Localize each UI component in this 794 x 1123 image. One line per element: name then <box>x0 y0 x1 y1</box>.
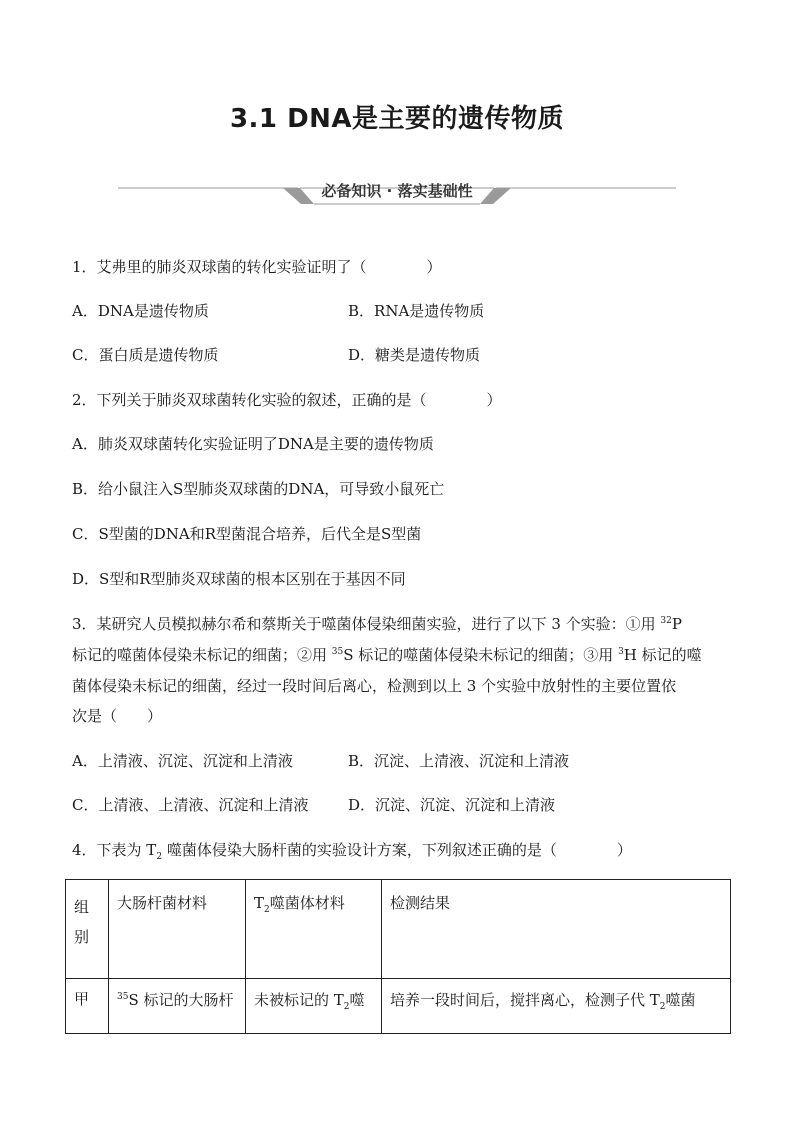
cell-text: S 标记的大肠杆 <box>128 991 234 1009</box>
q3-stem-line2 <box>72 645 702 668</box>
q3-option-b: B．沉淀、上清液、沉淀和上清液 <box>348 752 570 770</box>
page-title: 3.1 DNA是主要的遗传物质 <box>229 104 565 134</box>
q2-stem: 2．下列关于肺炎双球菌转化实验的叙述，正确的是（ ） <box>72 391 502 409</box>
cell-text: 培养一段时间后，搅拌离心，检测子代 T <box>390 991 660 1009</box>
cell-ecoli <box>109 979 246 1034</box>
experiment-table <box>65 879 731 1034</box>
banner-text: 必备知识 · 落实基础性 <box>321 182 473 200</box>
q1-option-c: C．蛋白质是遗传物质 <box>72 346 219 364</box>
header-result: 检测结果 <box>382 880 731 979</box>
section-banner <box>118 176 676 206</box>
cell-sub: 2 <box>264 905 270 915</box>
q2-option-a: A．肺炎双球菌转化实验证明了DNA是主要的遗传物质 <box>72 435 434 453</box>
q4-sub: 2 <box>156 852 163 862</box>
q3-text: P <box>671 615 682 633</box>
q3-text: 标记的噬菌体侵染未标记的细菌；②用 <box>72 646 332 664</box>
q3-text: S 标记的噬菌体侵染未标记的细菌；③用 <box>343 646 619 664</box>
q1-option-b: B．RNA是遗传物质 <box>348 302 485 320</box>
table-row <box>66 979 731 1034</box>
cell-text: 未被标记的 T <box>254 991 344 1009</box>
cell-text: 噬菌 <box>665 991 696 1009</box>
q4-stem <box>72 840 632 863</box>
q2-option-c: C．S型菌的DNA和R型菌混合培养，后代全是S型菌 <box>72 525 422 543</box>
q3-option-d: D．沉淀、沉淀、沉淀和上清液 <box>348 796 556 814</box>
q3-text: 3．某研究人员模拟赫尔希和蔡斯关于噬菌体侵染细菌实验，进行了以下 3 个实验：①用 <box>72 615 661 633</box>
header-phage <box>246 880 382 979</box>
cell-sub: 2 <box>659 1002 666 1012</box>
q4-text: 4．下表为 T <box>72 841 157 859</box>
q2-option-b: B．给小鼠注入S型肺炎双球菌的DNA，可导致小鼠死亡 <box>72 480 445 498</box>
q3-text: H 标记的噬 <box>623 646 702 664</box>
cell-result <box>382 979 731 1034</box>
q3-stem-line4: 次是（ ） <box>72 707 163 725</box>
q4-text: 噬菌体侵染大肠杆菌的实验设计方案，下列叙述正确的是（ ） <box>162 841 632 859</box>
cell-group: 甲 <box>66 979 109 1034</box>
q1-option-a: A．DNA是遗传物质 <box>72 302 209 320</box>
q3-sup: 32 <box>660 616 672 626</box>
q3-sup: 35 <box>331 647 344 657</box>
q2-option-d: D．S型和R型肺炎双球菌的根本区别在于基因不同 <box>72 570 406 588</box>
cell-text: 噬菌体材料 <box>269 894 345 912</box>
cell-phage <box>246 979 382 1034</box>
q1-option-d: D．糖类是遗传物质 <box>348 346 481 364</box>
q3-stem-line1 <box>72 614 682 637</box>
q3-option-a: A．上清液、沉淀、沉淀和上清液 <box>72 752 293 770</box>
header-group: 组别 <box>66 880 109 979</box>
table-row <box>66 880 731 979</box>
q3-stem-line3: 菌体侵染未标记的细菌，经过一段时间后离心，检测到以上 3 个实验中放射性的主要位置依 <box>72 677 677 695</box>
header-ecoli: 大肠杆菌材料 <box>109 880 246 979</box>
cell-sub: 2 <box>343 1002 350 1012</box>
q3-sup: 3 <box>618 647 624 657</box>
cell-text: T <box>254 894 265 912</box>
cell-sup: 35 <box>117 992 129 1002</box>
cell-text: 噬 <box>349 991 365 1009</box>
q1-stem: 1．艾弗里的肺炎双球菌的转化实验证明了（ ） <box>72 258 442 276</box>
q3-option-c: C．上清液、上清液、沉淀和上清液 <box>72 796 309 814</box>
